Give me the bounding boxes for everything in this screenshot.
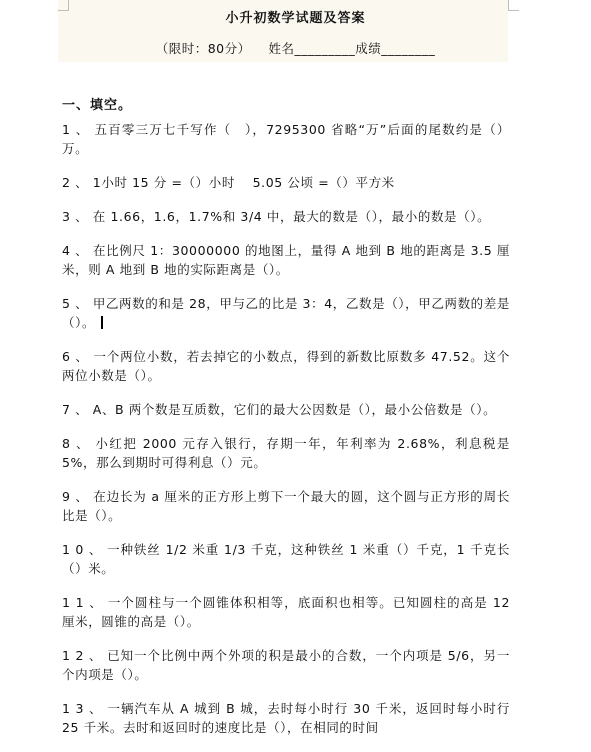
question-5-text: 5 、 甲乙两数的和是 28，甲与乙的比是 3：4，乙数是（），甲乙两数的差是（）。 — [62, 296, 510, 330]
question-13: 1 3 、 一辆汽车从 A 城到 B 城，去时每小时行 30 千米，返回时每小时行 25 千米。去时和返回时的速度比是（），在相同的时间 — [62, 701, 510, 735]
question-list[interactable] — [62, 120, 510, 752]
question-1: 1 、 五百零三万七千写作（ ），7295300 省略“万”后面的尾数约是（）万。 — [62, 122, 510, 156]
question-5 — [62, 294, 510, 332]
question-10: 1 0 、 一种铁丝 1/2 米重 1/3 千克，这种铁丝 1 米重（）千克，1 千克长（）米。 — [62, 542, 510, 576]
question-9: 9 、 在边长为 a 厘米的正方形上剪下一个最大的圆，这个圆与正方形的周长比是（）。 — [62, 489, 510, 523]
text-cursor — [101, 316, 103, 329]
question-8: 8 、 小红把 2000 元存入银行，存期一年，年利率为 2.68%，利息税是 5%，那么到期时可得利息（）元。 — [62, 436, 510, 470]
question-6: 6 、 一个两位小数，若去掉它的小数点，得到的新数比原数多 47.52。这个两位小数是（）。 — [62, 349, 510, 383]
document-subtitle: （限时：80分） 姓名_________成绩________ — [155, 41, 436, 56]
question-11: 1 1 、 一个圆柱与一个圆锥体积相等，底面积也相等。已知圆柱的高是 12 厘米，圆锥的高是（）。 — [62, 595, 510, 629]
document-title: 小升初数学试题及答案 — [225, 11, 366, 26]
question-4: 4 、 在比例尺 1：30000000 的地图上，量得 A 地到 B 地的距离是 3.5 厘米，则 A 地到 B 地的实际距离是（）。 — [62, 243, 510, 277]
section-heading: 一、填空。 — [62, 98, 133, 113]
question-3: 3 、 在 1.66，1.6，1.7%和 3/4 中，最大的数是（），最小的数是（）。 — [62, 209, 491, 224]
question-7: 7 、 A、B 两个数是互质数，它们的最大公因数是（），最小公倍数是（）。 — [62, 402, 497, 417]
question-2: 2 、 1小时 15 分 =（）小时 5.05 公顷 =（）平方米 — [62, 175, 395, 190]
question-12: 1 2 、 已知一个比例中两个外项的积是最小的合数，一个内项是 5/6，另一个内项是（）。 — [62, 648, 510, 682]
